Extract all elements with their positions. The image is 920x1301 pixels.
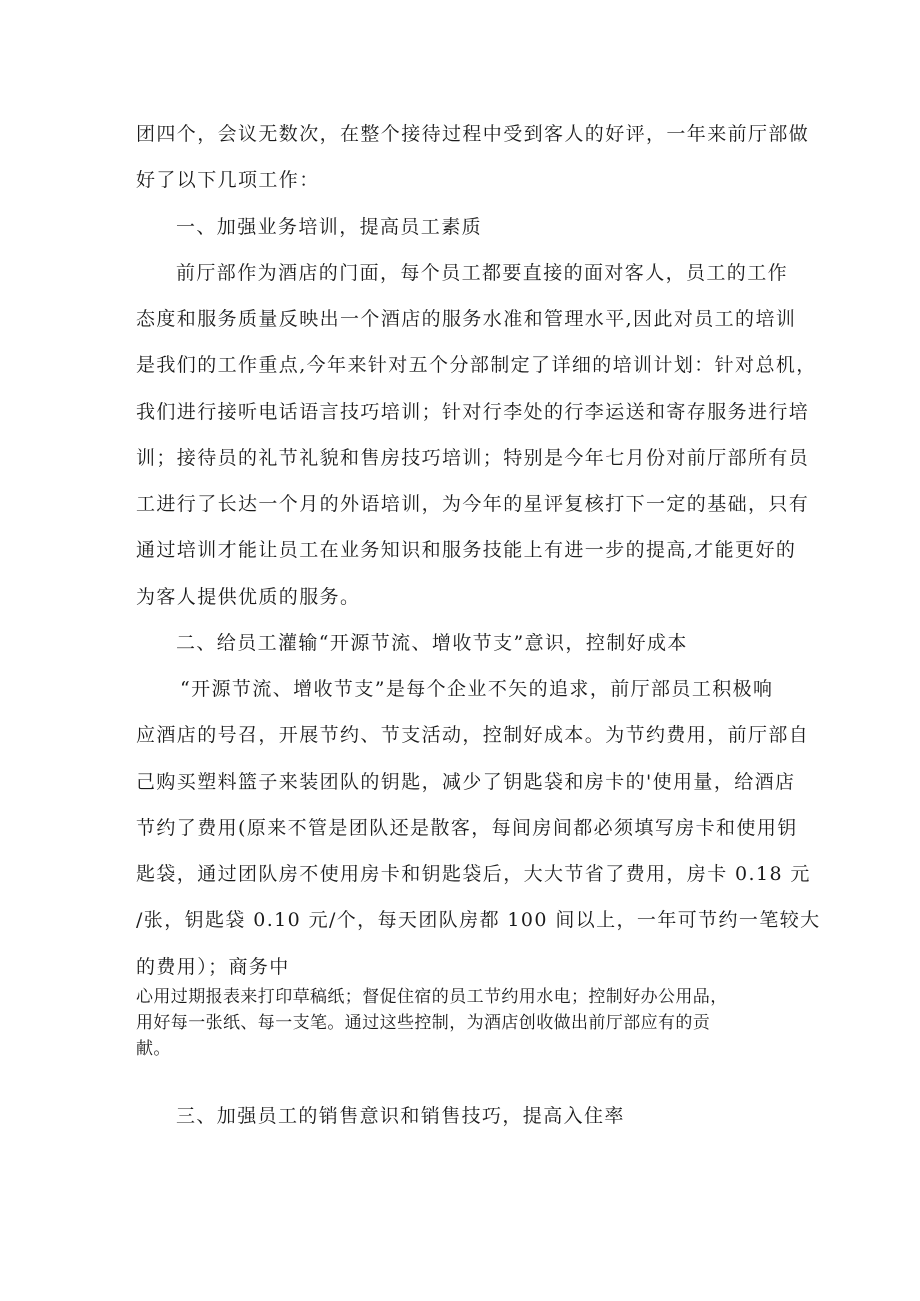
- paragraph-line: 态度和服务质量反映出一个酒店的服务水准和管理水平,因此对员工的培训: [136, 308, 797, 330]
- paragraph-line: 献。: [136, 1039, 171, 1059]
- paragraph-line: 匙袋，通过团队房不使用房卡和钥匙袋后，大大节省了费用，房卡 0.18 元: [136, 863, 811, 885]
- paragraph-line: 节约了费用(原来不管是团队还是散客，每间房间都必须填写房卡和使用钥: [136, 817, 798, 839]
- paragraph-line: “开源节流、增收节支”是每个企业不矢的追求，前厅部员工积极响: [180, 678, 774, 700]
- paragraph-line: 为客人提供优质的服务。: [136, 586, 361, 608]
- paragraph-line: 前厅部作为酒店的门面，每个员工都要直接的面对客人，员工的工作: [176, 262, 789, 284]
- section-heading-2: 二、给员工灌输“开源节流、增收节支”意识，控制好成本: [176, 632, 688, 654]
- paragraph-line: 我们进行接听电话语言技巧培训；针对行李处的行李运送和寄存服务进行培: [136, 401, 810, 423]
- paragraph-line: 己购买塑料篮子来装团队的钥匙，减少了钥匙袋和房卡的'使用量，给酒店: [136, 771, 796, 793]
- paragraph-line: 通过培训才能让员工在业务知识和服务技能上有进一步的提高,才能更好的: [136, 539, 797, 561]
- section-heading-3: 三、加强员工的销售意识和销售技巧，提高入住率: [176, 1105, 625, 1127]
- paragraph-line: 心用过期报表来打印草稿纸；督促住宿的员工节约用水电；控制好办公用品，: [136, 987, 728, 1007]
- paragraph-line: /张，钥匙袋 0.10 元/个，每天团队房都 100 间以上，一年可节约一笔较大: [136, 909, 821, 931]
- paragraph-line: 的费用）；商务中: [136, 956, 290, 978]
- paragraph-line: 工进行了长达一个月的外语培训，为今年的星评复核打下一定的基础，只有: [136, 493, 810, 515]
- paragraph-line: 应酒店的号召，开展节约、节支活动，控制好成本。为节约费用，前厅部自: [136, 724, 810, 746]
- paragraph-line: 用好每一张纸、每一支笔。通过这些控制，为酒店创收做出前厅部应有的贡: [136, 1013, 711, 1033]
- paragraph-line: 是我们的工作重点,今年来针对五个分部制定了详细的培训计划：针对总机，: [136, 354, 817, 376]
- paragraph-line: 好了以下几项工作：: [136, 169, 320, 191]
- section-heading-1: 一、加强业务培训，提高员工素质: [176, 216, 483, 238]
- paragraph-line: 团四个，会议无数次，在整个接待过程中受到客人的好评，一年来前厅部做: [136, 123, 810, 145]
- paragraph-line: 训；接待员的礼节礼貌和售房技巧培训；特别是今年七月份对前厅部所有员: [136, 447, 810, 469]
